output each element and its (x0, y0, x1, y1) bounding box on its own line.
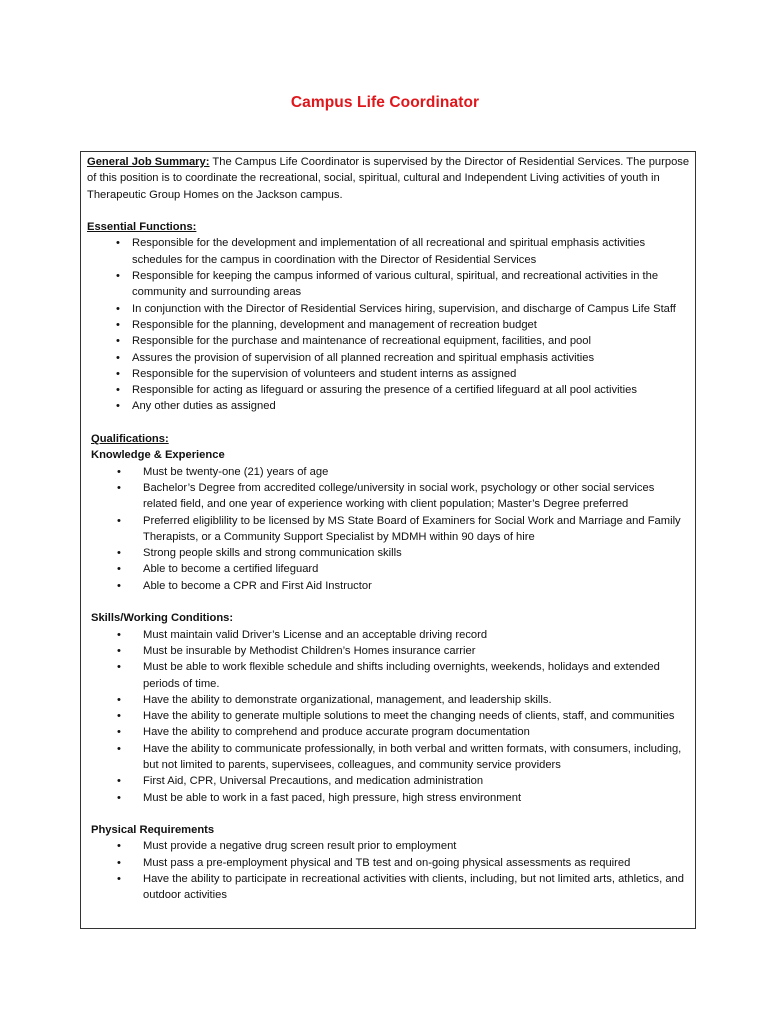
list-item: • Strong people skills and strong communication skills (87, 545, 691, 561)
list-item: • In conjunction with the Director of Residential Services hiring, supervision, and discharge of Campus Life Staff (87, 301, 691, 317)
spacer (87, 806, 691, 822)
list-item: • Assures the provision of supervision of all planned recreation and spiritual emphasis activities (87, 350, 691, 366)
list-item: • Have the ability to comprehend and produce accurate program documentation (87, 724, 691, 740)
list-item: • Bachelor’s Degree from accredited college/university in social work, psychology or other social services related field, and one year of experience working with client population; Master’s Degree preferred (87, 480, 691, 513)
general-summary-label: General Job Summary: (87, 156, 210, 168)
document-title: Campus Life Coordinator (290, 94, 480, 111)
list-item: • Must be insurable by Methodist Children’s Homes insurance carrier (87, 643, 691, 659)
list-item: • Responsible for the planning, development and management of recreation budget (87, 317, 691, 333)
list-item: • Must be twenty-one (21) years of age (87, 464, 691, 480)
spacer (87, 415, 691, 431)
list-item: • Have the ability to generate multiple solutions to meet the changing needs of clients, staff, and communities (87, 708, 691, 724)
list-item: • Able to become a certified lifeguard (87, 561, 691, 577)
skills-working-conditions-heading: Skills/Working Conditions: (91, 612, 234, 625)
list-item: • Must maintain valid Driver’s License and an acceptable driving record (87, 627, 691, 643)
general-summary-text: The Campus Life Coordinator is supervised by the Director of Residential Services. The purpose of this position is to coordinate the recreational, social, spiritual, cultural and Independent Living activities of youth in Therapeutic Group Homes on the Jackson campus. (87, 156, 690, 201)
list-item: • Have the ability to participate in recreational activities with clients, including, but not limited arts, athletics, and outdoor activities (87, 871, 691, 904)
list-item: • Must pass a pre-employment physical and TB test and on-going physical assessments as required (87, 855, 691, 871)
list-item: • Have the ability to communicate professionally, in both verbal and written formats, with consumers, including, but not limited to parents, supervisees, colleagues, and community service providers (87, 741, 691, 774)
list-item: • Able to become a CPR and First Aid Instructor (87, 578, 691, 594)
list-item: • Responsible for the purchase and maintenance of recreational equipment, facilities, and pool (87, 333, 691, 349)
list-item: • Preferred eligiblility to be licensed by MS State Board of Examiners for Social Work and Marriage and Family Therapists, or a Community Support Specialist by MDMH within 90 days of hire (87, 513, 691, 546)
physical-requirements-list (87, 838, 691, 903)
qualifications-heading: Qualifications: (91, 433, 169, 446)
list-item: • Must be able to work in a fast paced, high pressure, high stress environment (87, 790, 691, 806)
general-summary-paragraph (87, 154, 691, 203)
knowledge-experience-subheading: Knowledge & Experience (91, 449, 225, 462)
list-item: • Responsible for the development and implementation of all recreational and spiritual emphasis activities schedules for the campus in coordination with the Director of Residential Services (87, 235, 691, 268)
qualifications-list (87, 464, 691, 594)
list-item: • Have the ability to demonstrate organizational, management, and leadership skills. (87, 692, 691, 708)
essential-functions-list (87, 235, 691, 414)
job-description-body (87, 154, 691, 904)
list-item: • Responsible for acting as lifeguard or assuring the presence of a certified lifeguard at all pool activities (87, 382, 691, 398)
spacer (87, 594, 691, 610)
physical-requirements-heading: Physical Requirements (91, 824, 215, 837)
list-item: • Responsible for keeping the campus informed of various cultural, spiritual, and recreational activities in the community and surrounding areas (87, 268, 691, 301)
list-item: • First Aid, CPR, Universal Precautions, and medication administration (87, 773, 691, 789)
list-item: • Any other duties as assigned (87, 398, 691, 414)
list-item: • Must be able to work flexible schedule and shifts including overnights, weekends, holidays and extended periods of time. (87, 659, 691, 692)
skills-list (87, 627, 691, 806)
spacer (87, 203, 691, 219)
essential-functions-heading: Essential Functions: (87, 221, 197, 234)
list-item: • Responsible for the supervision of volunteers and student interns as assigned (87, 366, 691, 382)
list-item: • Must provide a negative drug screen result prior to employment (87, 838, 691, 854)
